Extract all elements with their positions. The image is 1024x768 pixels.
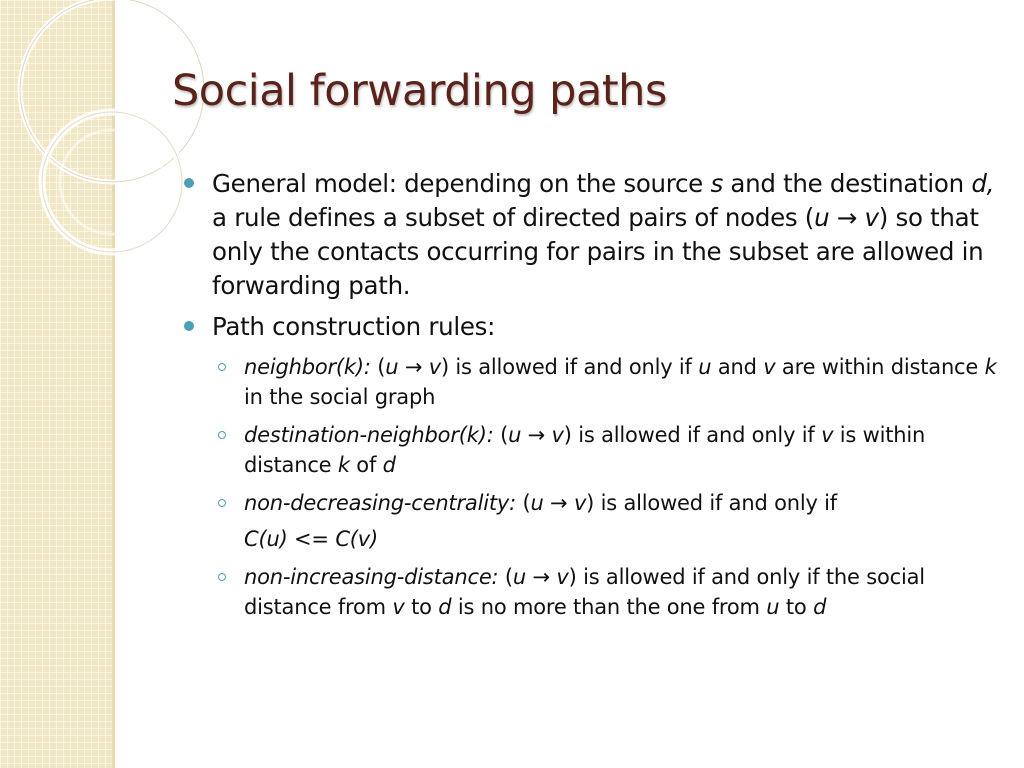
bullet-text: a rule defines a subset of directed pairs of nodes (	[212, 203, 815, 232]
centrality-condition	[244, 524, 378, 554]
var-u: u	[508, 423, 522, 447]
rule-text: and	[711, 355, 764, 379]
rule-text: is no more than the one from	[451, 595, 767, 619]
arrow-right-icon: →	[829, 203, 865, 232]
rule-name: non-decreasing-centrality:	[244, 491, 516, 515]
rule-text: (	[493, 423, 509, 447]
var-v: v	[428, 355, 441, 379]
var-s: s	[710, 169, 723, 198]
rule-text: (	[515, 491, 531, 515]
bullet-text: Path construction rules:	[212, 312, 496, 341]
bullet-text: ) so that only the contacts occurring for pairs in the subset are allowed in forwarding path.	[212, 203, 984, 300]
slide-body	[184, 167, 1004, 622]
rule-text: in the social graph	[244, 385, 436, 409]
var-v: v	[821, 423, 834, 447]
var-v: v	[573, 491, 587, 515]
rule-text: to	[779, 595, 814, 619]
rule-non-decreasing-centrality	[216, 488, 1004, 554]
bullet-text: General model: depending on the source	[212, 169, 711, 198]
rule-destination-neighbor	[216, 420, 1004, 480]
rule-text: of	[349, 453, 383, 477]
var-u: u	[814, 203, 830, 232]
page-title: Social forwarding paths	[172, 66, 667, 116]
bullet-text: and the destination	[722, 169, 972, 198]
var-v: v	[556, 565, 569, 589]
var-u: u	[698, 355, 712, 379]
arrow-right-icon: →	[521, 423, 552, 447]
rule-text: <=	[287, 527, 336, 551]
ring-bullet-icon	[218, 431, 226, 439]
rule-text: ) is allowed if and only if	[563, 423, 822, 447]
rule-neighbor	[216, 352, 1004, 412]
rule-name: non-increasing-distance:	[244, 565, 499, 589]
var-k: k	[337, 453, 350, 477]
ring-bullet-icon	[218, 573, 226, 581]
var-u: u	[385, 355, 399, 379]
var-d: d	[813, 595, 827, 619]
centrality-v: C(v)	[335, 527, 378, 551]
rule-text: ) is allowed if and only if the social distance from	[244, 565, 925, 619]
var-d: d	[382, 453, 396, 477]
var-k: k	[984, 355, 997, 379]
bullet-general-model	[184, 167, 1004, 303]
var-d: d,	[971, 169, 995, 198]
rule-name: neighbor(k):	[244, 355, 371, 379]
rule-text: ) is allowed if and only if	[586, 491, 837, 515]
rule-text: (	[498, 565, 513, 589]
ring-bullet-icon	[218, 499, 226, 507]
arrow-right-icon: →	[526, 565, 557, 589]
rule-non-increasing-distance	[216, 562, 1004, 622]
var-v: v	[763, 355, 776, 379]
rule-text: to	[404, 595, 439, 619]
bullet-dot-icon	[184, 321, 194, 331]
bullet-path-construction	[184, 310, 1004, 344]
var-u: u	[530, 491, 544, 515]
arrow-right-icon: →	[398, 355, 429, 379]
bullet-dot-icon	[184, 178, 194, 188]
rule-text: ) is allowed if and only if	[440, 355, 699, 379]
var-u: u	[766, 595, 780, 619]
rules-list	[184, 352, 1004, 622]
rule-text: is within distance	[244, 423, 926, 477]
rule-text: are within distance	[775, 355, 985, 379]
arrow-right-icon: →	[543, 491, 574, 515]
var-v: v	[392, 595, 405, 619]
centrality-u: C(u)	[244, 527, 288, 551]
var-d: d	[438, 595, 452, 619]
ring-bullet-icon	[218, 363, 226, 371]
var-v: v	[864, 203, 879, 232]
var-u: u	[512, 565, 527, 589]
rule-text: (	[370, 355, 386, 379]
var-v: v	[551, 423, 564, 447]
rule-name: destination-neighbor(k):	[244, 423, 494, 447]
